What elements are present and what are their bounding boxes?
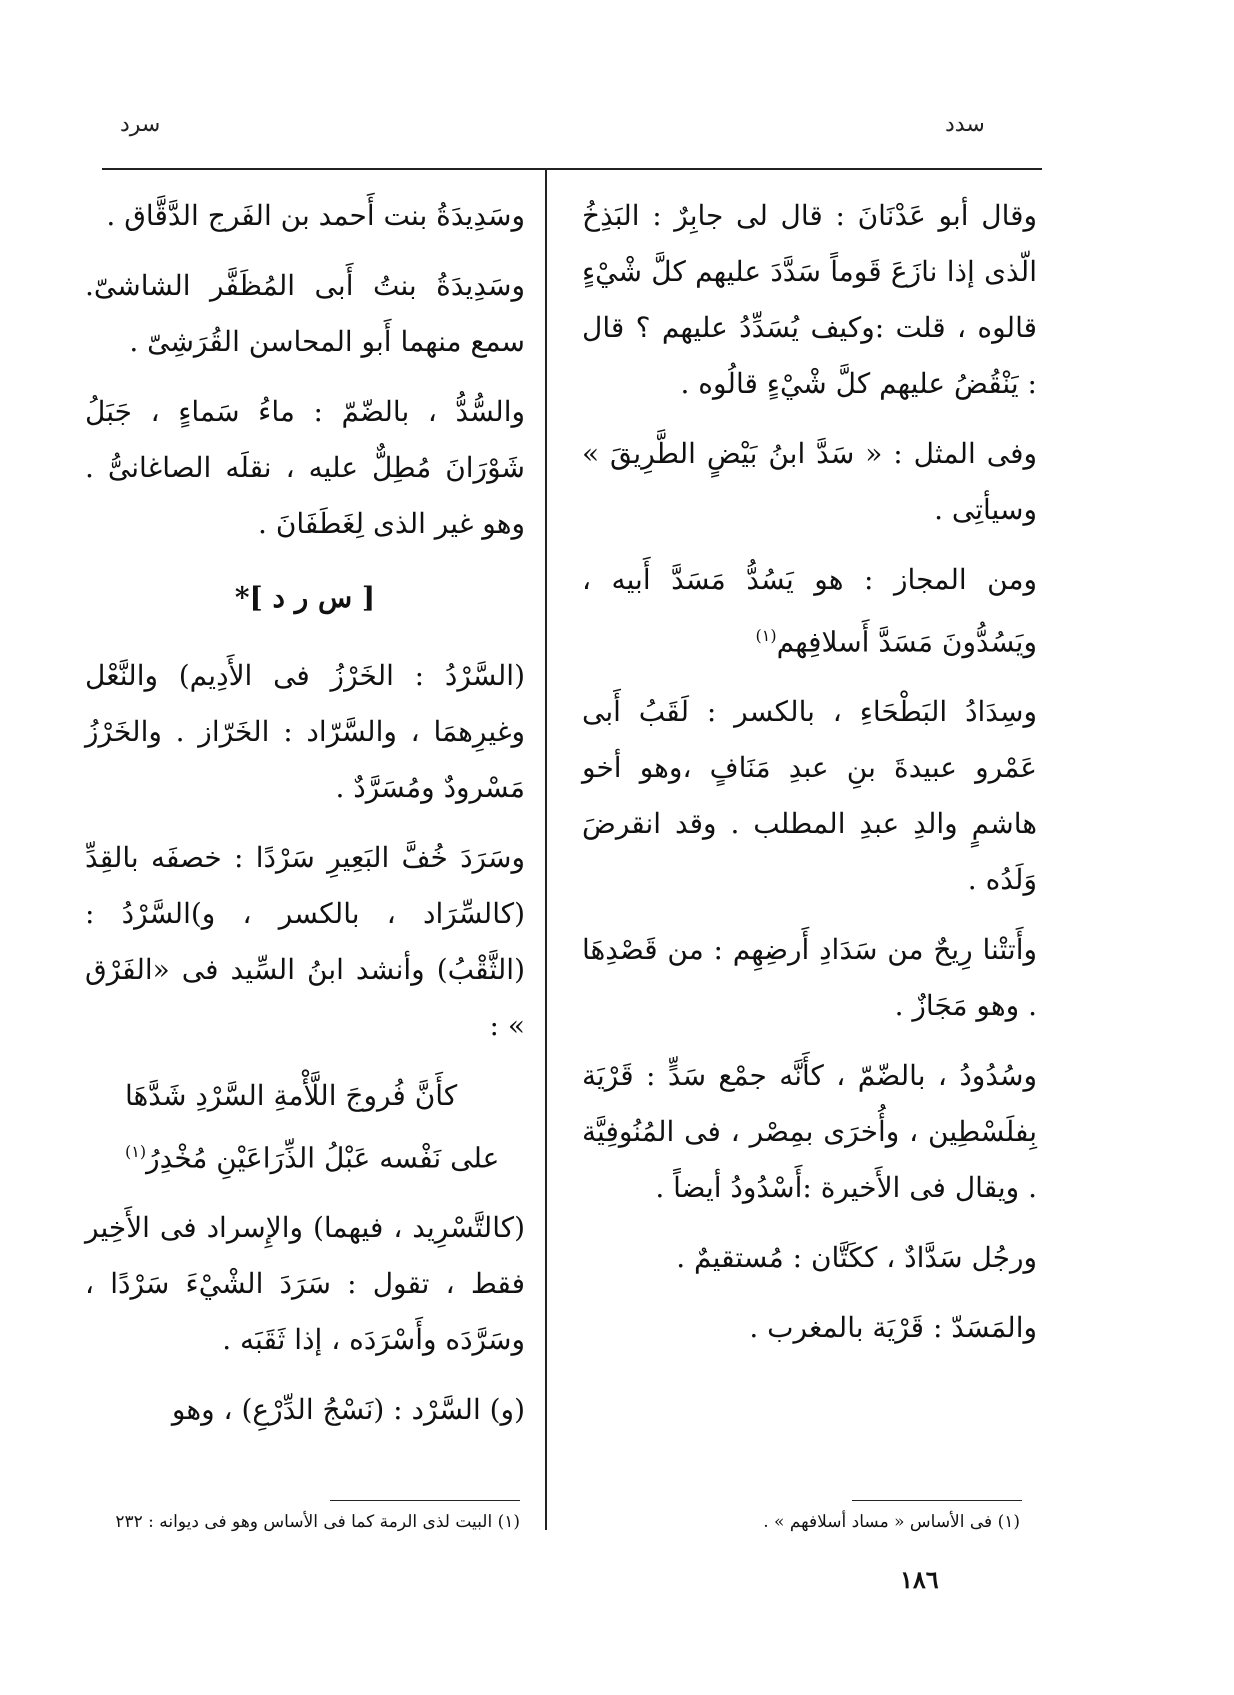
running-header-right: سدد <box>945 112 985 137</box>
paragraph: ورجُل سَدَّادٌ ، ككَتَّان : مُستقيمٌ . <box>676 1241 1037 1275</box>
paragraph: وسَدِيدَةُ بنت أَحمد بن الفَرج الدَّقَّاق . <box>106 199 525 232</box>
paragraph-text: ومن المجاز : هو يَسُدُّ مَسَدَّ أَبيه ، ويَسُدُّونَ مَسَدَّ أَسلافِهم <box>582 563 1037 659</box>
left-column <box>85 188 525 1452</box>
paragraph: وفى المثل : « سَدَّ ابنُ بَيْضٍ الطَّرِيقَ » وسيأتِى . <box>582 437 1037 526</box>
verse-text: على نَفْسه عَبْلُ الذِّرَاعَيْنِ مُخْدِرُ <box>146 1141 500 1175</box>
paragraph: وأَتتْنا رِيحٌ من سَدَادِ أَرضِهِم : من قَصْدِهَا . وهو مَجَازٌ . <box>582 933 1037 1023</box>
running-header-left: سرد <box>120 112 161 137</box>
footnote-rule <box>330 1500 520 1501</box>
paragraph: وسِدَادُ البَطْحَاءِ ، بالكسر : لَقَبُ أَبى عَمْرو عبيدةَ بنِ عبدِ مَنَافٍ ،وهو أخو هاشمٍ والدِ عبدِ المطلب . وقد انقرضَ وَلَدُه . <box>582 695 1037 897</box>
paragraph: وسَدِيدَةُ بنتُ أَبى المُظَفَّر الشاشىّ. سمع منهما أَبو المحاسن القُرَشِىّ . <box>85 269 525 358</box>
entry-heading: [ س ر د ]* <box>234 581 376 614</box>
page-number: ١٨٦ <box>900 1565 939 1594</box>
paragraph: وقال أبو عَدْنَانَ : قال لى جابِرٌ : البَذِخُ الّذى إذا نازَعَ قَوماً سَدَّدَ عليهم كلَّ شْيْءٍ قالوه ، قلت :وكيف يُسَدِّدُ عليهم ؟ قال : يَنْقُضُ عليهم كلَّ شْيْءٍ قالُوه . <box>582 199 1037 400</box>
paragraph: والمَسَدّ : قَرْيَة بالمغرب . <box>749 1311 1037 1345</box>
paragraph <box>582 552 1037 670</box>
paragraph: وسَرَدَ خُفَّ البَعِيرِ سَرْدًا : خصفَه بالقِدِّ (كالسِّرَاد ، بالكسر ، و)السَّرْدُ : (الثَّقْبُ) وأنشد ابنُ السِّيد فى «الفَرْق » : <box>85 841 525 1042</box>
footnote-rule <box>852 1500 1022 1501</box>
footnote: (١) فى الأساس « مساد أسلافهم » . <box>763 1512 1020 1532</box>
paragraph: والسُّدُّ ، بالضّمّ : ماءُ سَماءٍ ، جَبَلُ شَوْرَانَ مُطِلٌّ عليه ، نقلَه الصاغانىُّ . وهو غير الذى لِغَطَفَانَ . <box>85 395 525 540</box>
footnote-marker: (١) <box>755 626 777 645</box>
header-rule <box>102 168 1042 170</box>
verse-line: كأَنَّ فُروجَ اللَّأْمةِ السَّرْدِ شَدَّهَا <box>125 1079 458 1112</box>
paragraph: (السَّرْدُ : الخَرْزُ فى الأَدِيم) والنَّعْل وغيرِهمَا ، والسَّرّاد : الخَرّاز . والخَرْزُ مَسْرودٌ ومُسَرَّدٌ . <box>85 659 525 804</box>
verse-line <box>85 1124 525 1186</box>
paragraph: (كالتَّسْرِيد ، فيهما) والإِسراد فى الأَخِير فقط ، تقول : سَرَدَ الشْيْءَ سَرْدًا ، وسَرَّدَه وأَسْرَدَه ، إذا ثَقَبَه . <box>85 1211 525 1357</box>
column-divider <box>545 170 547 1530</box>
footnote: (١) البيت لذى الرمة كما فى الأساس وهو فى ديوانه : ٢٣٢ <box>115 1512 520 1532</box>
paragraph: وسُدُودُ ، بالضّمّ ، كأَنَّه جمْع سَدٍّ : قَرْيَة بِفلَسْطِين ، وأُخرَى بمِصْر ، فى المُنُوفِيَّة . ويقال فى الأَخيرة :أَسْدُودُ أيضاً . <box>582 1059 1037 1205</box>
footnote-marker: (١) <box>125 1142 147 1161</box>
right-column <box>582 188 1037 1370</box>
paragraph: (و) السَّرْد : (نَسْجُ الدِّرْعِ) ، وهو <box>171 1393 525 1427</box>
